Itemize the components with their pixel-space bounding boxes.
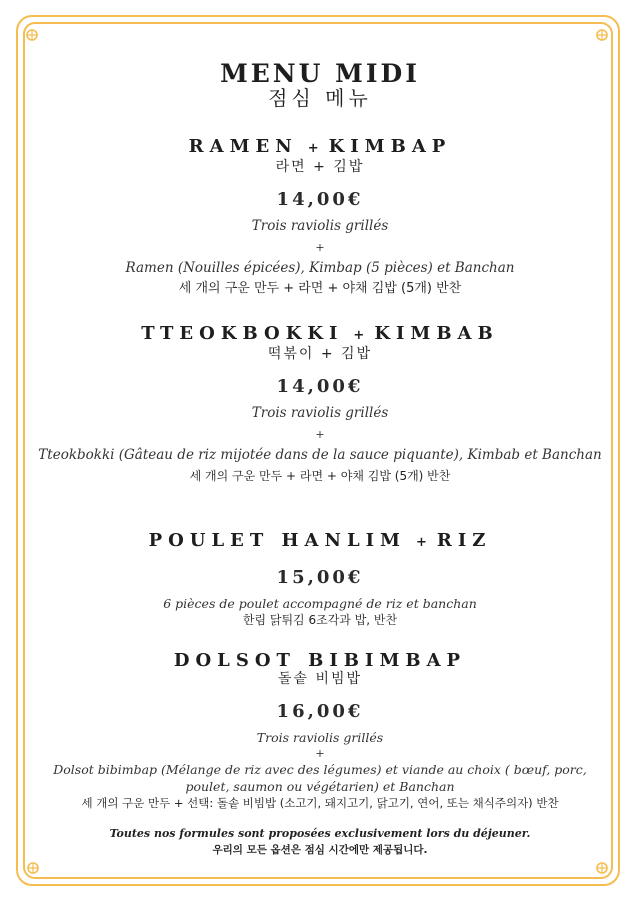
page-title: MENU MIDI bbox=[220, 59, 420, 88]
dish-price: 14,00€ bbox=[276, 189, 364, 210]
menu-item-dolsot-bibimbap bbox=[24, 651, 616, 812]
description-plus: + bbox=[315, 428, 325, 441]
footer-note-korean: 우리의 모든 옵션은 점심 시간에만 제공됩니다. bbox=[212, 844, 428, 856]
dish-name-korean: 돌솥 비빔밥 bbox=[277, 671, 363, 687]
dish-description-detail: Ramen (Nouilles épicées), Kimbap (5 pièces) et Banchan bbox=[125, 260, 515, 276]
dish-description-korean: 세 개의 구운 만두 + 라면 + 야채 김밥 (5개) 반찬 bbox=[178, 281, 462, 296]
description-plus: + bbox=[315, 747, 325, 760]
dish-name: POULET HANLIM + RIZ bbox=[148, 530, 492, 551]
dish-description: Trois raviolis grillés bbox=[256, 730, 384, 745]
dish-name: TTEOKBOKKI + KIMBAB bbox=[141, 323, 499, 344]
menu-header bbox=[24, 61, 616, 109]
description-plus: + bbox=[315, 241, 325, 254]
dish-name-korean: 떡볶이 + 김밥 bbox=[267, 346, 373, 362]
dish-description-detail: Dolsot bibimbap (Mélange de riz avec des légumes) et viande au choix ( bœuf, porc, poulet, saumon ou végétarien) et Banchan bbox=[53, 762, 587, 794]
menu-footer bbox=[24, 826, 616, 858]
menu-item-ramen-kimbap bbox=[24, 137, 616, 299]
dish-description-korean: 한림 닭튀김 6조각과 밥, 반찬 bbox=[242, 613, 398, 627]
dish-description-detail: Tteokbokki (Gâteau de riz mijotée dans de la sauce piquante), Kimbab et Banchan bbox=[38, 447, 602, 463]
dish-price: 14,00€ bbox=[276, 376, 364, 397]
dish-description-korean: 세 개의 구운 만두 + 라면 + 야채 김밥 (5개) 반찬 bbox=[189, 469, 451, 483]
dish-price: 16,00€ bbox=[276, 701, 364, 722]
corner-knot-icon bbox=[26, 861, 40, 875]
corner-knot-icon bbox=[595, 28, 609, 42]
dish-description: 6 pièces de poulet accompagné de riz et banchan bbox=[163, 596, 477, 611]
corner-knot-icon bbox=[25, 28, 39, 42]
page-title-korean: 점심 메뉴 bbox=[268, 86, 372, 110]
menu-item-tteokbokki-kimbab bbox=[24, 324, 616, 485]
dish-price: 15,00€ bbox=[276, 567, 364, 588]
corner-knot-icon bbox=[595, 861, 609, 875]
dish-description-korean: 세 개의 구운 만두 + 선택: 돌솥 비빔밥 (소고기, 돼지고기, 닭고기, 연어, 또는 채식주의자) 반찬 bbox=[81, 796, 559, 810]
dish-description: Trois raviolis grillés bbox=[251, 405, 389, 421]
menu-item-poulet-hanlim-riz bbox=[24, 531, 616, 629]
dish-name: DOLSOT BIBIMBAP bbox=[173, 650, 467, 671]
dish-name-korean: 라면 + 김밥 bbox=[275, 159, 365, 175]
dish-name: RAMEN + KIMBAP bbox=[188, 136, 452, 157]
footer-note: Toutes nos formules sont proposées exclusivement lors du déjeuner. bbox=[109, 827, 531, 840]
dish-description: Trois raviolis grillés bbox=[251, 218, 389, 234]
